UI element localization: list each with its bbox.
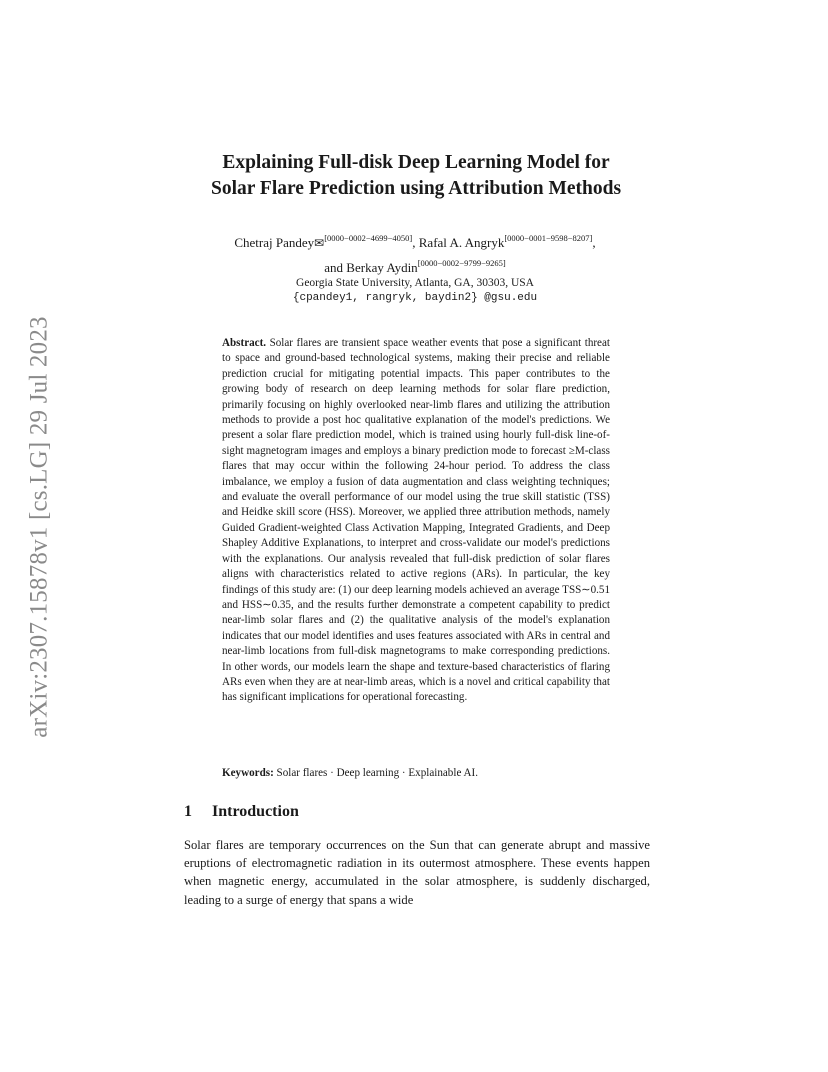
abstract [222, 336, 610, 706]
affiliation: Georgia State University, Atlanta, GA, 30303, USA [296, 277, 534, 289]
author-list [160, 228, 670, 278]
arxiv-id-label: arXiv:2307.15878v1 [cs.LG] 29 Jul 2023 [26, 316, 54, 738]
section-title: Introduction [212, 803, 299, 820]
arxiv-stamp [28, 296, 52, 758]
author-name: Chetraj Pandey [234, 235, 315, 250]
title-line-1: Explaining Full-disk Deep Learning Model for [222, 152, 610, 173]
envelope-icon[interactable]: ✉ [314, 236, 325, 250]
author-line-2 [160, 253, 670, 278]
author-name: Rafal A. Angryk [418, 235, 505, 250]
author-name: Berkay Aydin [346, 260, 418, 275]
title-line-2: Solar Flare Prediction using Attribution Methods [210, 178, 622, 199]
paper-title [140, 150, 692, 202]
section-number: 1 [184, 803, 192, 820]
affiliation-block [160, 276, 670, 306]
abstract-text: Solar flares are transient space weather events that pose a significant threat to space and ground-based technological systems, making their precise and reliable prediction crucial for mitigating potential impacts. This paper contributes to the growing body of research on deep learning methods for solar flare prediction, primarily focusing on highly overlooked near-limb flares and utilizing the attribution methods to provide a post hoc qualitative explanation of the model's predictions. We present a solar flare prediction model, which is trained using hourly full-disk line-of-sight magnetogram images and employs a binary prediction mode to forecast ≥M-class flares that may occur within the following 24-hour period. To address the class imbalance, we employ a fusion of data augmentation and class weighting techniques; and evaluate the overall performance of our model using the true skill statistic (TSS) and Heidke skill score (HSS). Moreover, we applied three attribution methods, namely Guided Gradient-weighted Class Activation Mapping, Integrated Gradients, and Deep Shapley Additive Explanations, to interpret and cross-validate our model's predictions with the explanations. Our analysis revealed that full-disk prediction of solar flares aligns with characteristics related to active regions (ARs). In particular, the key findings of this study are: (1) our deep learning models achieved an average TSS∼0.51 and HSS∼0.35, and the results further demonstrate a competent capability to predict near-limb solar flares and (2) the qualitative analysis of the model's explanation indicates that our model identifies and uses features associated with ARs in central and near-limb locations from full-disk magnetograms to make corresponding predictions. In other words, our models learn the shape and texture-based characteristics of flaring ARs even when they are at near-limb areas, which is a novel and critical capability that has significant implications for operational forecasting. [222, 337, 610, 704]
abstract-label: Abstract. [222, 337, 267, 349]
keywords-text: Solar flares · Deep learning · Explainable AI. [276, 767, 479, 779]
introduction-paragraph: Solar flares are temporary occurrences on the Sun that can generate abrupt and massive eruptions of electromagnetic radiation in its outermost atmosphere. These events happen when magnetic energy, accumulated in the solar atmosphere, is suddenly discharged, leading to a surge of energy that spans a wide [184, 838, 650, 907]
author-orcid: [0000−0002−4699−4050] [324, 233, 413, 243]
section-heading [184, 803, 299, 821]
keywords-label: Keywords: [222, 767, 274, 779]
author-orcid: [0000−0002−9799−9265] [417, 258, 506, 268]
author-conjunction: and [324, 260, 344, 275]
author-emails: {cpandey1, rangryk, baydin2} @gsu.edu [292, 292, 538, 304]
author-line-1: Chetraj Pandey✉[0000−0002−4699−4050], Rafal A. Angryk[0000−0001−9598−8207], [160, 228, 670, 253]
keywords [222, 766, 610, 781]
author-orcid: [0000−0001−9598−8207] [504, 233, 593, 243]
